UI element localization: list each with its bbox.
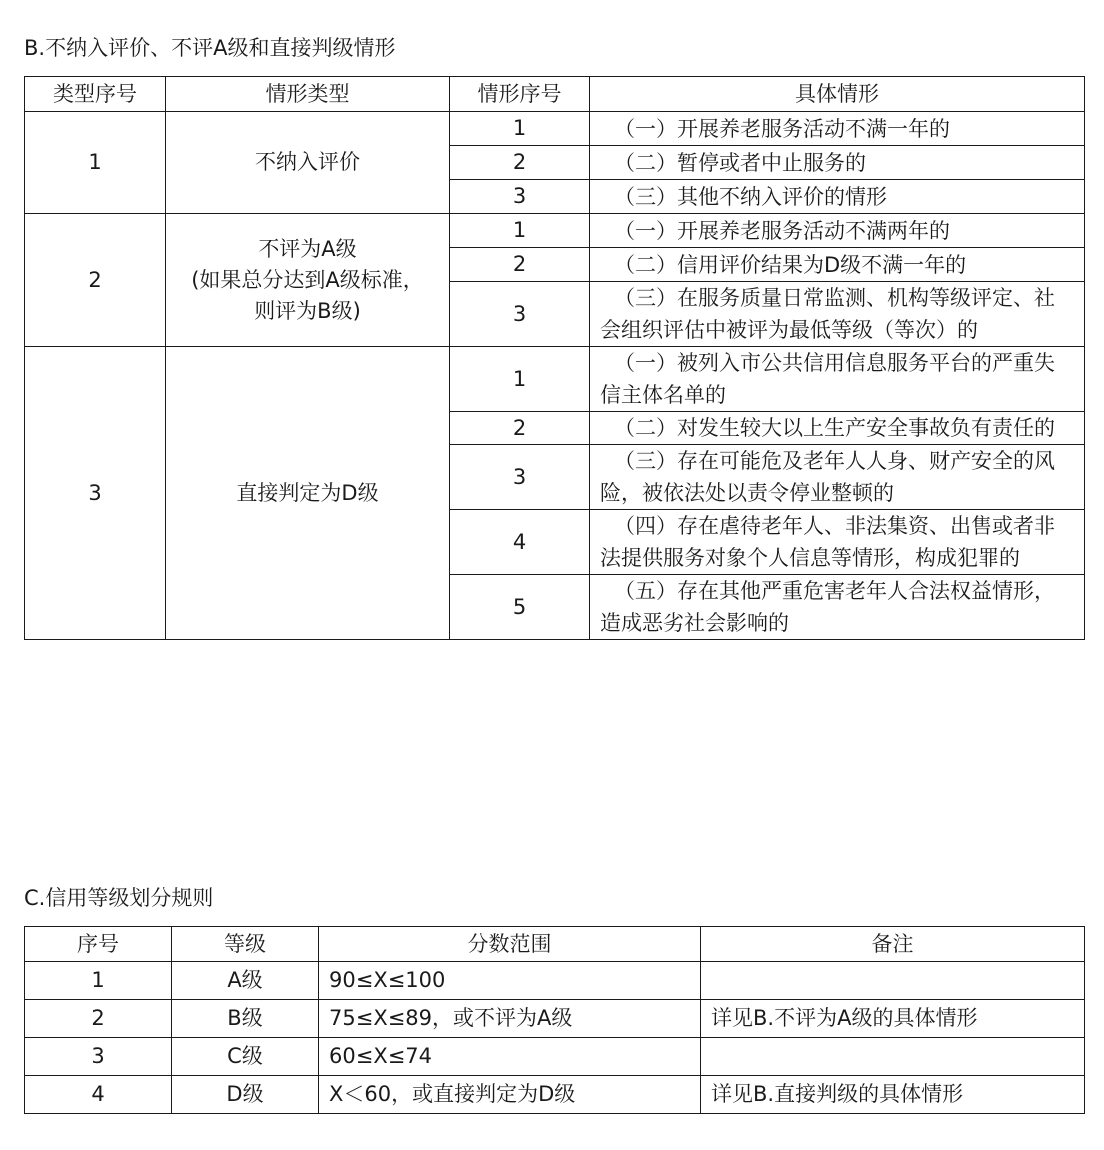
table-header-row [25,77,1085,112]
item-no-cell: 2 [450,248,590,282]
grade-cell: D级 [172,1076,319,1114]
grade-cell: A级 [172,962,319,1000]
type-note: (如果总分达到A级标准，则评为B级) [191,267,424,323]
section-c-title: C.信用等级划分规则 [24,886,214,910]
table-header-row [25,927,1085,962]
item-text-cell: （二）对发生较大以上生产安全事故负有责任的 [590,412,1085,445]
note-cell: 详见B.不评为A级的具体情形 [701,1000,1085,1038]
type-no-cell: 2 [25,214,166,347]
type-no-cell: 3 [25,347,166,640]
type-name: 不评为A级 [258,236,357,261]
header-grade: 等级 [172,927,319,962]
item-text-cell: （三）存在可能危及老年人人身、财产安全的风险，被依法处以责令停业整顿的 [590,445,1085,510]
header-note: 备注 [701,927,1085,962]
table-row [25,1076,1085,1114]
range-cell: 60≤X≤74 [319,1038,701,1076]
item-no-cell: 3 [450,445,590,510]
item-text-cell: （一）开展养老服务活动不满两年的 [590,214,1085,248]
item-no-cell: 1 [450,112,590,146]
range-cell: 75≤X≤89，或不评为A级 [319,1000,701,1038]
item-text-cell: （一）被列入市公共信用信息服务平台的严重失信主体名单的 [590,347,1085,412]
item-no-cell: 2 [450,146,590,180]
range-cell: 90≤X≤100 [319,962,701,1000]
table-row [25,1038,1085,1076]
item-text-cell: （五）存在其他严重危害老年人合法权益情形，造成恶劣社会影响的 [590,575,1085,640]
type-name-cell: 直接判定为D级 [166,347,450,640]
type-name-cell: 不纳入评价 [166,112,450,214]
item-no-cell: 1 [450,347,590,412]
type-name-cell [166,214,450,347]
item-text-cell: （四）存在虐待老年人、非法集资、出售或者非法提供服务对象个人信息等情形，构成犯罪的 [590,510,1085,575]
section-b-title: B.不纳入评价、不评A级和直接判级情形 [24,36,396,60]
header-item-no: 情形序号 [450,77,590,112]
item-text-cell: （三）在服务质量日常监测、机构等级评定、社会组织评估中被评为最低等级（等次）的 [590,282,1085,347]
item-text-cell: （一）开展养老服务活动不满一年的 [590,112,1085,146]
note-cell [701,1038,1085,1076]
item-text-cell: （三）其他不纳入评价的情形 [590,180,1085,214]
type-no-cell: 1 [25,112,166,214]
table-row [25,347,1085,412]
note-cell: 详见B.直接判级的具体情形 [701,1076,1085,1114]
grade-cell: B级 [172,1000,319,1038]
table-row [25,112,1085,146]
table-row [25,214,1085,248]
item-no-cell: 5 [450,575,590,640]
item-no-cell: 3 [450,282,590,347]
header-type-name: 情形类型 [166,77,450,112]
header-no: 序号 [25,927,172,962]
item-text-cell: （二）暂停或者中止服务的 [590,146,1085,180]
grade-no-cell: 2 [25,1000,172,1038]
grade-no-cell: 3 [25,1038,172,1076]
item-no-cell: 3 [450,180,590,214]
table-row [25,962,1085,1000]
grade-cell: C级 [172,1038,319,1076]
grade-no-cell: 1 [25,962,172,1000]
header-range: 分数范围 [319,927,701,962]
item-no-cell: 1 [450,214,590,248]
item-text-cell: （二）信用评价结果为D级不满一年的 [590,248,1085,282]
range-cell: X＜60，或直接判定为D级 [319,1076,701,1114]
grade-no-cell: 4 [25,1076,172,1114]
header-item-text: 具体情形 [590,77,1085,112]
exclusion-rules-table [24,76,1085,640]
header-type-no: 类型序号 [25,77,166,112]
item-no-cell: 2 [450,412,590,445]
table-row [25,1000,1085,1038]
credit-grade-table [24,926,1085,1114]
note-cell [701,962,1085,1000]
item-no-cell: 4 [450,510,590,575]
